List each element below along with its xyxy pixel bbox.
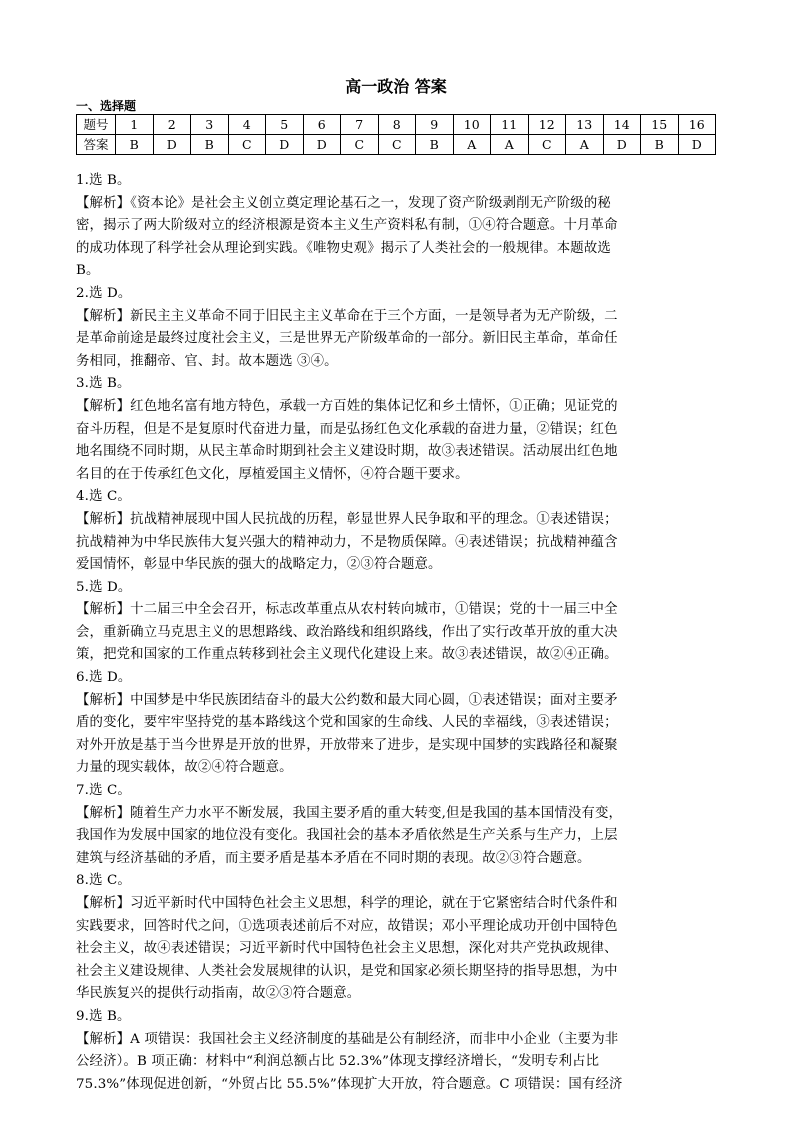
number-cell: 14 — [603, 115, 641, 135]
answer-cell: B — [641, 135, 679, 155]
explanation-line: 是革命前途是最终过度社会主义，三是世界无产阶级革命的一部分。新旧民主革命，革命任 — [76, 331, 618, 347]
number-cell: 12 — [528, 115, 566, 135]
explanation-line: 名目的在于传承红色文化，厚植爱国主义情怀，④符合题干要求。 — [76, 466, 469, 482]
number-cell: 2 — [153, 115, 191, 135]
explanation-line: 【解析】随着生产力水平不断发展，我国主要矛盾的重大转变,但是我国的基本国情没有变， — [76, 805, 623, 821]
number-cell: 6 — [303, 115, 341, 135]
number-cell: 7 — [341, 115, 379, 135]
explanation-line: 策，把党和国家的工作重点转移到社会主义现代化建设上来。故③表述错误，故②④正确。 — [76, 647, 618, 663]
page-title: 高一政治 答案 — [345, 77, 447, 96]
answer-line: 1.选 B。 — [76, 173, 131, 188]
answer-cell: B — [116, 135, 154, 155]
number-cell: 13 — [566, 115, 604, 135]
answer-cell: B — [416, 135, 454, 155]
explanation-line: 对外开放是基于当今世界是开放的世界，开放带来了进步，是实现中国梦的实践路径和凝聚 — [76, 737, 618, 753]
answer-cell: D — [266, 135, 304, 155]
answer-line: 4.选 C。 — [76, 489, 131, 505]
explanation-line: 公经济）。B 项正确：材料中“利润总额占比 52.3%”体现支撑经济增长，“发明专利占比 — [76, 1054, 600, 1070]
explanations — [76, 170, 716, 1096]
explanation-line: 【解析】中国梦是中华民族团结奋斗的最大公约数和最大同心圆，①表述错误；面对主要矛 — [76, 692, 618, 708]
explanation-line: 【解析】十二届三中全会召开，标志改革重点从农村转向城市，①错误；党的十一届三中全 — [76, 602, 618, 618]
answer-cell: C — [528, 135, 566, 155]
number-cell: 3 — [191, 115, 229, 135]
explanation-line: 【解析】《资本论》是社会主义创立奠定理论基石之一，发现了资产阶级剥削无产阶级的秘 — [76, 195, 611, 211]
number-row — [77, 115, 716, 135]
answer-line: 2.选 D。 — [76, 285, 132, 301]
number-cell: 10 — [453, 115, 491, 135]
answer-cell: D — [678, 135, 716, 155]
explanation-line: 【解析】新民主主义革命不同于旧民主主义革命在于三个方面，一是领导者为无产阶级，二 — [76, 308, 618, 324]
answer-cell: D — [153, 135, 191, 155]
explanation-line: 【解析】红色地名富有地方特色，承载一方百姓的集体记忆和乡土情怀，①正确；见证党的 — [76, 398, 618, 414]
explanation-line: 实践要求，回答时代之问，①选项表述前后不对应，故错误；邓小平理论成功开创中国特色 — [76, 918, 618, 934]
answer-line: 8.选 C。 — [76, 873, 131, 889]
explanation-line: 【解析】A 项错误：我国社会主义经济制度的基础是公有制经济，而非中小企业（主要为非 — [76, 1031, 619, 1047]
number-cell: 9 — [416, 115, 454, 135]
answer-cell: B — [191, 135, 229, 155]
number-cell: 4 — [228, 115, 266, 135]
answer-cell: C — [228, 135, 266, 155]
answer-cell: C — [378, 135, 416, 155]
answer-line: 9.选 B。 — [76, 1008, 131, 1024]
explanation-line: 我国作为发展中国家的地位没有变化。我国社会的基本矛盾依然是生产关系与生产力，上层 — [76, 828, 618, 844]
number-cell: 8 — [378, 115, 416, 135]
explanation-line: 的成功体现了科学社会从理论到实践。《唯物史观》揭示了人类社会的一般规律。本题故选 — [76, 240, 611, 256]
number-cell: 15 — [641, 115, 679, 135]
explanation-line: 社会主义建设规律、人类社会发展规律的认识，是党和国家必须长期坚持的指导思想，为中 — [76, 963, 618, 979]
explanation-line: 75.3%”体现促进创新，“外贸占比 55.5%”体现扩大开放，符合题意。C 项错误：国有经济 — [76, 1076, 623, 1092]
number-cell: 5 — [266, 115, 304, 135]
answer-cell: A — [566, 135, 604, 155]
explanation-line: 华民族复兴的提供行动指南，故②③符合题意。 — [76, 986, 361, 1002]
explanation-line: 务相同，推翻帝、官、封。故本题选 ③④。 — [76, 353, 338, 369]
answer-line: 5.选 D。 — [76, 579, 132, 595]
explanation-line: 【解析】习近平新时代中国特色社会主义思想，科学的理论，就在于它紧密结合时代条件和 — [76, 896, 618, 911]
number-cell: 1 — [116, 115, 154, 135]
answer-line: 3.选 B。 — [76, 376, 131, 392]
explanation-line: 抗战精神为中华民族伟大复兴强大的精神动力，不是物质保障。④表述错误；抗战精神蕴含 — [76, 534, 618, 550]
answer-page — [76, 76, 716, 1096]
answer-cell: C — [341, 135, 379, 155]
section-heading: 一、选择题 — [76, 99, 137, 113]
row-label-number: 题号 — [77, 115, 116, 135]
answer-cell: A — [453, 135, 491, 155]
answer-line: 6.选 D。 — [76, 670, 132, 686]
number-cell: 11 — [491, 115, 529, 135]
explanation-line: 会，重新确立马克思主义的思想路线、政治路线和组织路线，作出了实行改革开放的重大决 — [76, 624, 618, 640]
explanation-line: 奋斗历程，但是不是复原时代奋进力量，而是弘扬红色文化承载的奋进力量，②错误；红色 — [76, 421, 618, 437]
explanation-line: 爱国情怀，彰显中华民族的强大的战略定力，②③符合题意。 — [76, 557, 442, 573]
answer-row — [77, 135, 716, 155]
explanation-line: 密，揭示了两大阶级对立的经济根源是资本主义生产资料私有制，①④符合题意。十月革命 — [76, 218, 618, 234]
explanation-line: 地名围绕不同时期，从民主革命时期到社会主义建设时期，故③表述错误。活动展出红色地 — [76, 444, 618, 460]
explanation-line: B。 — [76, 263, 100, 279]
explanation-line: 社会主义，故④表述错误；习近平新时代中国特色社会主义思想，深化对共产党执政规律、 — [76, 941, 618, 957]
answer-cell: D — [603, 135, 641, 155]
number-cell: 16 — [678, 115, 716, 135]
explanation-line: 力量的现实载体，故②④符合题意。 — [76, 760, 293, 776]
explanation-line: 【解析】抗战精神展现中国人民抗战的历程，彰显世界人民争取和平的理念。①表述错误； — [76, 511, 618, 527]
explanation-line: 盾的变化，要牢牢坚持党的基本路线这个党和国家的生命线、人民的幸福线，③表述错误； — [76, 715, 618, 731]
answer-line: 7.选 C。 — [76, 783, 131, 799]
answer-cell: D — [303, 135, 341, 155]
explanation-line: 建筑与经济基础的矛盾，而主要矛盾是基本矛盾在不同时期的表现。故②③符合题意。 — [76, 850, 591, 866]
row-label-answer: 答案 — [77, 135, 116, 155]
answer-table — [76, 114, 716, 155]
answer-cell: A — [491, 135, 529, 155]
